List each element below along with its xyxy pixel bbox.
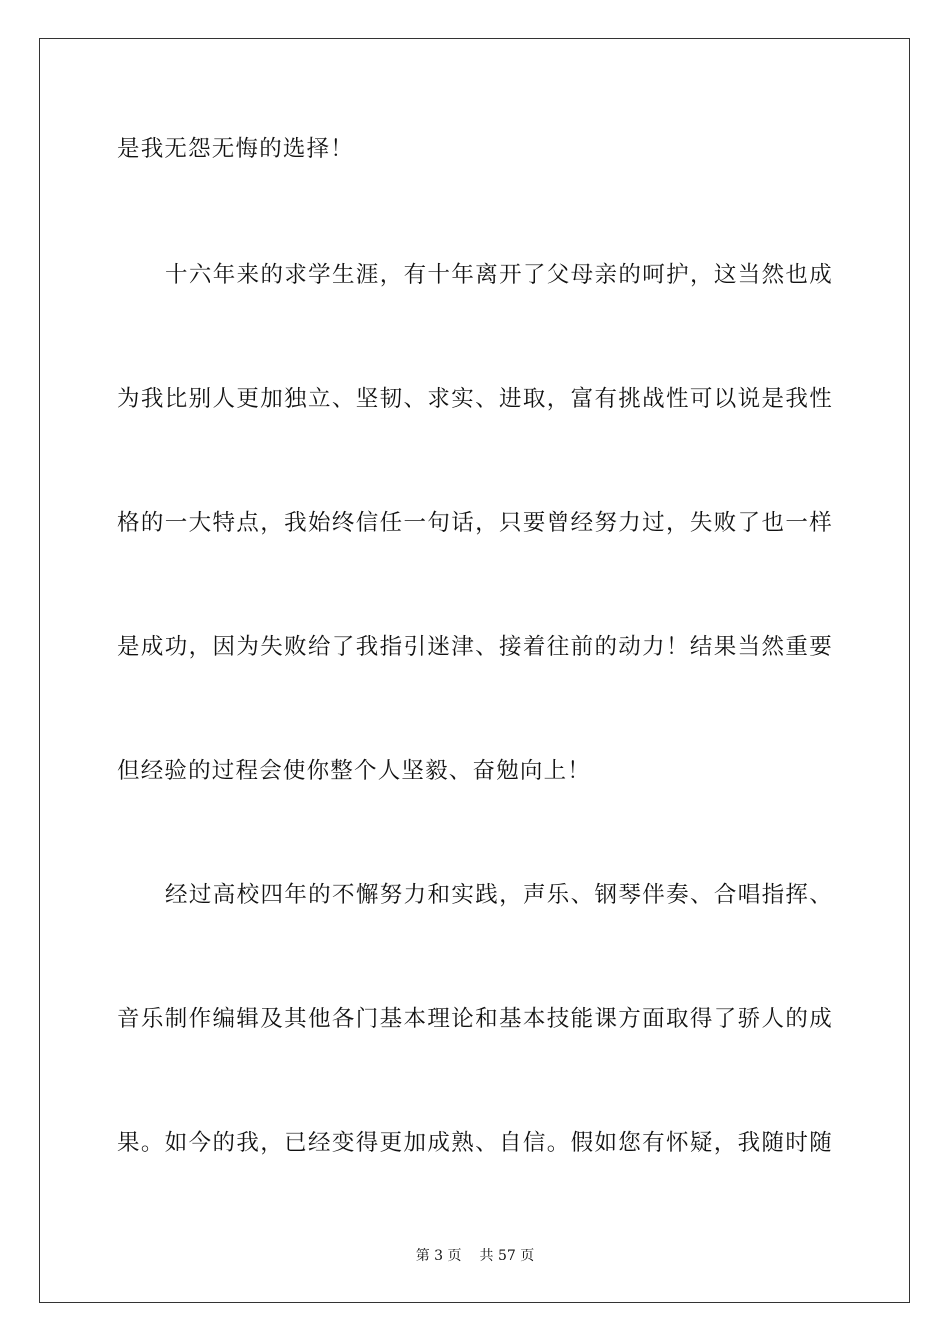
- text-line: 是成功，因为失败给了我指引迷津、接着往前的动力！结果当然重要: [117, 634, 833, 660]
- page-border: [39, 38, 910, 1303]
- paragraph-first-line: 十六年来的求学生涯，有十年离开了父母亲的呵护，这当然也成: [165, 262, 833, 288]
- text-line: 但经验的过程会使你整个人坚毅、奋勉向上！: [117, 758, 592, 784]
- text-line: 果。如今的我，已经变得更加成熟、自信。假如您有怀疑，我随时随: [117, 1130, 833, 1156]
- text-line: 为我比别人更加独立、坚韧、求实、进取，富有挑战性可以说是我性: [117, 386, 833, 412]
- text-line: 是我无怨无悔的选择！: [117, 136, 355, 162]
- text-line: 音乐制作编辑及其他各门基本理论和基本技能课方面取得了骄人的成: [117, 1006, 833, 1032]
- text-line: 格的一大特点，我始终信任一句话，只要曾经努力过，失败了也一样: [117, 510, 833, 536]
- page-number: 第 3 页: [415, 1248, 462, 1264]
- page-footer: [0, 1246, 950, 1266]
- paragraph-first-line: 经过高校四年的不懈努力和实践，声乐、钢琴伴奏、合唱指挥、: [165, 882, 833, 908]
- total-pages: 共 57 页: [479, 1248, 535, 1264]
